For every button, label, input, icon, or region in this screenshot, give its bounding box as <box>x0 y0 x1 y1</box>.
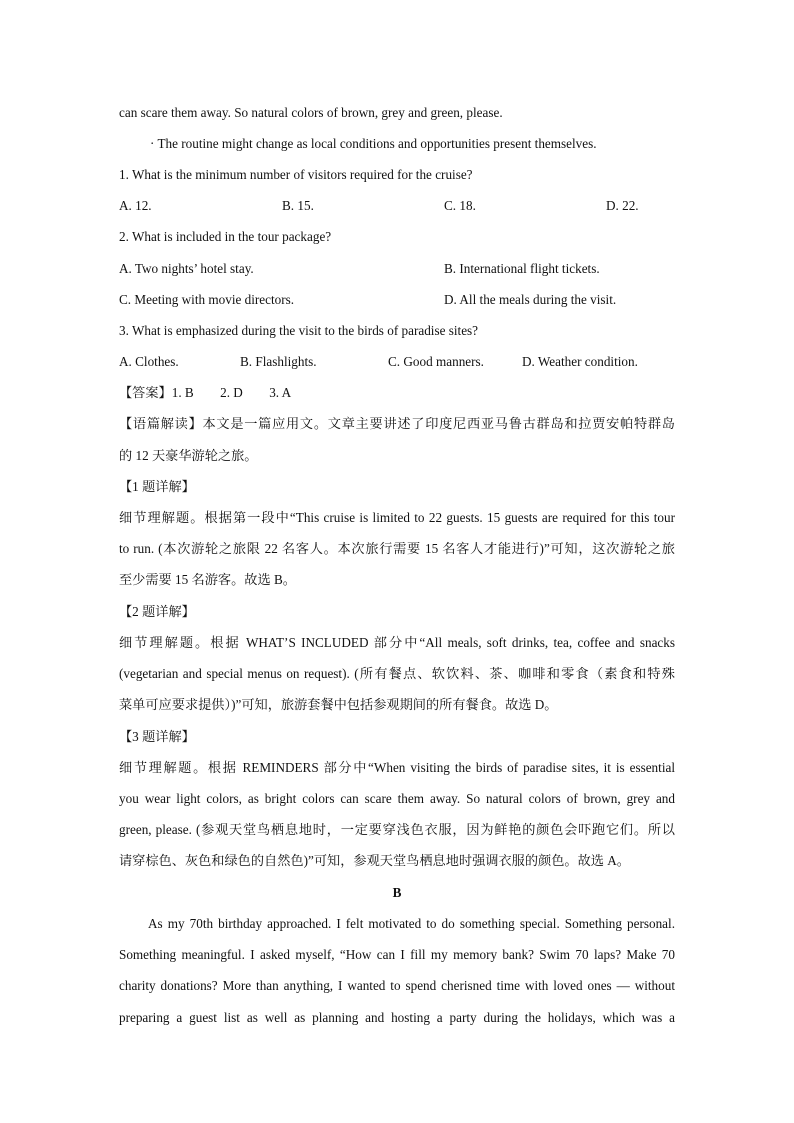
explanation-heading-2: 【2 题详解】 <box>119 604 195 619</box>
q2-option-d: D. All the meals during the visit. <box>444 292 617 307</box>
explanation-heading-3: 【3 题详解】 <box>119 729 195 744</box>
summary-line: 的 12 天豪华游轮之旅。 <box>119 448 258 463</box>
question-3: 3. What is emphasized during the visit to the birds of paradise sites? <box>119 323 479 338</box>
passage-b-line: charity donations? More than anything, I wanted to spend cherisned time with loved ones — without <box>119 978 675 993</box>
passage-line: can scare them away. So natural colors of brown, grey and green, please. <box>119 105 503 120</box>
explanation-3-line: green, please. (参观天堂鸟栖息地时，一定要穿浅色衣服，因为鲜艳的颜色会吓跑它们。所以 <box>119 822 675 837</box>
q2-option-c: C. Meeting with movie directors. <box>119 292 295 307</box>
question-1: 1. What is the minimum number of visitors required for the cruise? <box>119 167 473 182</box>
summary-line: 【语篇解读】本文是一篇应用文。文章主要讲述了印度尼西亚马鲁古群岛和拉贾安帕特群岛 <box>119 416 675 431</box>
section-heading: B <box>392 885 402 900</box>
q3-option-b: B. Flashlights. <box>240 354 317 369</box>
q1-option-c: C. 18. <box>444 198 476 213</box>
explanation-1-line: 细节理解题。根据第一段中“This cruise is limited to 22 guests. 15 guests are required for this tour <box>119 510 675 525</box>
q1-option-b: B. 15. <box>282 198 314 213</box>
passage-b-line: preparing a guest list as well as planning and hosting a party during the holidays, which was a <box>119 1010 675 1025</box>
passage-b-line: Something meaningful. I asked myself, “How can I fill my memory bank? Swim 70 laps? Make 70 <box>119 947 675 962</box>
reminder-bullet: · The routine might change as local conditions and opportunities present themselves. <box>150 136 597 151</box>
answer-key: 【答案】1. B 2. D 3. A <box>119 385 292 400</box>
q3-option-a: A. Clothes. <box>119 354 179 369</box>
explanation-heading-1: 【1 题详解】 <box>119 479 195 494</box>
explanation-1-line: to run. (本次游轮之旅限 22 名客人。本次旅行需要 15 名客人才能进行)”可知，这次游轮之旅 <box>119 541 675 556</box>
explanation-2-line: 菜单可应要求提供）)”可知，旅游套餐中包括参观期间的所有餐食。故选 D。 <box>119 697 558 712</box>
q2-option-a: A. Two nights’ hotel stay. <box>119 261 254 276</box>
explanation-2-line: 细节理解题。根据 WHAT’S INCLUDED 部分中“All meals, soft drinks, tea, coffee and snacks <box>119 635 675 650</box>
q1-option-d: D. 22. <box>606 198 639 213</box>
explanation-2-line: (vegetarian and special menus on request). (所有餐点、软饮料、茶、咖啡和零食（素食和特殊 <box>119 666 675 681</box>
explanation-3-line: 请穿棕色、灰色和绿色的自然色)”可知，参观天堂鸟栖息地时强调衣服的颜色。故选 A。 <box>119 853 630 868</box>
q1-option-a: A. 12. <box>119 198 152 213</box>
explanation-3-line: 细节理解题。根据 REMINDERS 部分中“When visiting the birds of paradise sites, it is essential <box>119 760 675 775</box>
explanation-1-line: 至少需要 15 名游客。故选 B。 <box>119 572 296 587</box>
q3-option-d: D. Weather condition. <box>522 354 638 369</box>
q3-option-c: C. Good manners. <box>388 354 484 369</box>
question-2: 2. What is included in the tour package? <box>119 229 332 244</box>
q2-option-b: B. International flight tickets. <box>444 261 600 276</box>
passage-b-line: As my 70th birthday approached. I felt motivated to do something special. Something personal. <box>148 916 675 931</box>
explanation-3-line: you wear light colors, as bright colors can scare them away. So natural colors of brown, grey and <box>119 791 675 806</box>
